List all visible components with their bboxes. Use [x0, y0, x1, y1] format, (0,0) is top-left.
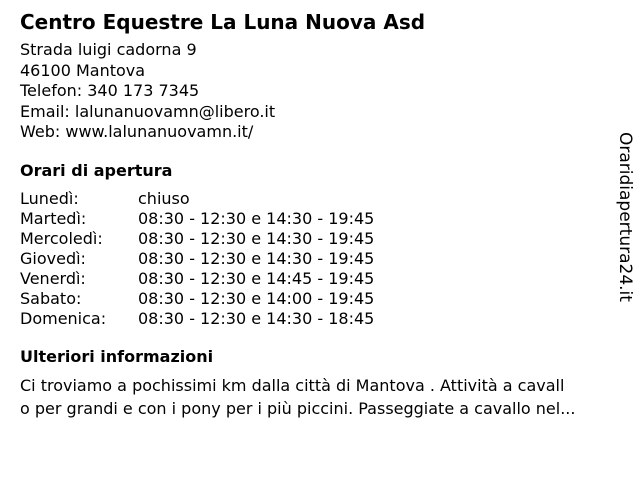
hours-row-saturday — [20, 289, 610, 309]
hours-time: 08:30 - 12:30 e 14:30 - 19:45 — [138, 228, 375, 248]
phone-line: Telefon: 340 173 7345 — [20, 81, 200, 100]
business-card — [20, 8, 610, 420]
hours-day: Lunedì: — [20, 188, 79, 208]
info-description — [20, 375, 610, 420]
info-line: Ci troviamo a pochissimi km dalla città di Mantova . Attività a cavall — [20, 375, 565, 395]
address-street: Strada luigi cadorna 9 — [20, 40, 197, 59]
hours-heading: Orari di apertura — [20, 160, 173, 180]
business-name: Centro Equestre La Luna Nuova Asd — [20, 10, 426, 34]
hours-day: Sabato: — [20, 288, 82, 308]
hours-day: Venerdì: — [20, 268, 86, 288]
hours-day: Giovedì: — [20, 248, 86, 268]
hours-row-thursday — [20, 249, 610, 269]
hours-row-tuesday — [20, 209, 610, 229]
hours-row-wednesday — [20, 229, 610, 249]
hours-time: 08:30 - 12:30 e 14:30 - 19:45 — [138, 248, 375, 268]
hours-time: 08:30 - 12:30 e 14:00 - 19:45 — [138, 288, 375, 308]
hours-time: 08:30 - 12:30 e 14:30 - 19:45 — [138, 208, 375, 228]
web-line: Web: www.lalunanuovamn.it/ — [20, 122, 254, 141]
info-heading: Ulteriori informazioni — [20, 346, 214, 366]
hours-time: chiuso — [138, 188, 190, 208]
hours-row-monday — [20, 189, 610, 209]
hours-time: 08:30 - 12:30 e 14:45 - 19:45 — [138, 268, 375, 288]
email-line: Email: lalunanuovamn@libero.it — [20, 101, 276, 121]
hours-row-friday — [20, 269, 610, 289]
hours-day: Domenica: — [20, 308, 107, 328]
address-city: 46100 Mantova — [20, 60, 146, 80]
site-watermark: Oraridiapertura24.it — [615, 132, 635, 302]
hours-day: Mercoledì: — [20, 228, 103, 248]
hours-time: 08:30 - 12:30 e 14:30 - 18:45 — [138, 308, 375, 328]
info-line: o per grandi e con i pony per i più piccini. Passeggiate a cavallo nel... — [20, 399, 576, 418]
hours-table — [20, 189, 610, 329]
contact-block — [20, 40, 610, 143]
hours-row-sunday — [20, 309, 610, 329]
hours-day: Martedì: — [20, 208, 87, 228]
